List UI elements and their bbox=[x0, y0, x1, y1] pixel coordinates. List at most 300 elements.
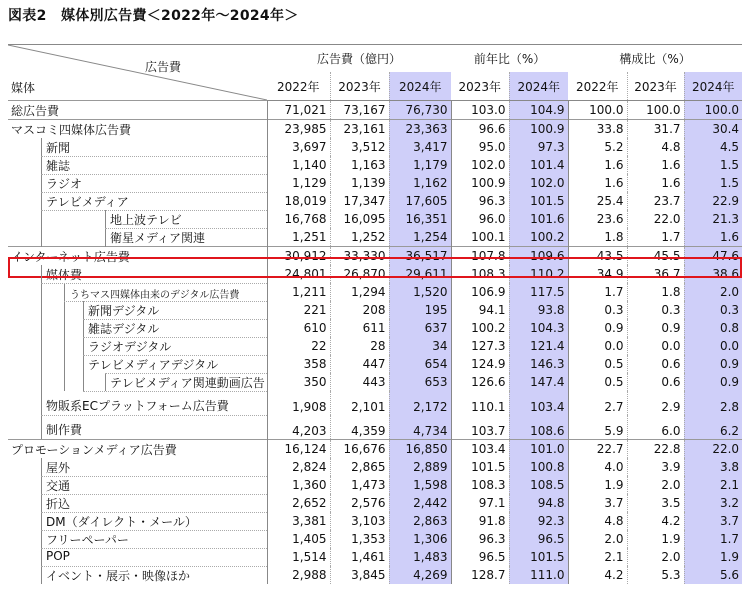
value-cell: 0.9 bbox=[684, 355, 742, 373]
table-row bbox=[8, 120, 742, 139]
value-cell: 16,676 bbox=[330, 439, 389, 458]
figure-title: 図表2 媒体別広告費＜2022年～2024年＞ bbox=[8, 8, 299, 24]
value-cell: 101.6 bbox=[509, 210, 568, 228]
row-label-cell bbox=[8, 192, 267, 210]
value-cell: 4.2 bbox=[627, 512, 684, 530]
tree-guide-dotted-line bbox=[41, 548, 267, 549]
table-row bbox=[8, 476, 742, 494]
value-cell: 1,140 bbox=[267, 156, 330, 174]
corner-label-media: 媒体 bbox=[11, 81, 36, 95]
value-cell: 92.3 bbox=[509, 512, 568, 530]
value-cell: 103.0 bbox=[451, 101, 509, 120]
value-cell: 1.7 bbox=[684, 530, 742, 548]
value-cell: 1,211 bbox=[267, 283, 330, 301]
row-label: 雑誌デジタル bbox=[88, 322, 160, 336]
value-cell: 1,162 bbox=[389, 174, 451, 192]
value-cell: 1.5 bbox=[684, 174, 742, 192]
row-label-cell bbox=[8, 210, 267, 228]
corner-label-ad-spend: 広告費 bbox=[144, 60, 181, 74]
value-cell: 97.3 bbox=[509, 138, 568, 156]
value-cell: 4,203 bbox=[267, 415, 330, 439]
tree-guide-dotted-line bbox=[83, 319, 267, 320]
value-cell: 100.9 bbox=[509, 120, 568, 139]
value-cell: 4.2 bbox=[568, 566, 627, 584]
value-cell: 96.5 bbox=[451, 548, 509, 566]
value-cell: 1.7 bbox=[627, 228, 684, 247]
value-cell: 1.6 bbox=[684, 228, 742, 247]
year-header: 2022年 bbox=[568, 72, 627, 101]
value-cell: 33.8 bbox=[568, 120, 627, 139]
value-cell: 2,172 bbox=[389, 391, 451, 415]
value-cell: 3.7 bbox=[568, 494, 627, 512]
value-cell: 96.3 bbox=[451, 530, 509, 548]
value-cell: 109.6 bbox=[509, 247, 568, 266]
row-label-cell bbox=[8, 301, 267, 319]
row-label-cell bbox=[8, 265, 267, 283]
table-row bbox=[8, 228, 742, 247]
tree-guide-dotted-line bbox=[64, 301, 267, 302]
value-cell: 16,095 bbox=[330, 210, 389, 228]
value-cell: 195 bbox=[389, 301, 451, 319]
value-cell: 23.7 bbox=[627, 192, 684, 210]
row-label: プロモーションメディア広告費 bbox=[11, 442, 177, 457]
value-cell: 23,985 bbox=[267, 120, 330, 139]
table-row bbox=[8, 458, 742, 476]
value-cell: 31.7 bbox=[627, 120, 684, 139]
value-cell: 1.6 bbox=[627, 174, 684, 192]
tree-guide-dotted-line bbox=[41, 210, 267, 211]
row-label-cell bbox=[8, 476, 267, 494]
value-cell: 16,850 bbox=[389, 439, 451, 458]
value-cell: 96.0 bbox=[451, 210, 509, 228]
value-cell: 2.0 bbox=[568, 530, 627, 548]
row-label-cell bbox=[8, 512, 267, 530]
value-cell: 2.0 bbox=[684, 283, 742, 301]
value-cell: 1.6 bbox=[568, 156, 627, 174]
table-row bbox=[8, 247, 742, 266]
value-cell: 637 bbox=[389, 319, 451, 337]
value-cell: 103.4 bbox=[451, 439, 509, 458]
group-header-spend: 広告費（億円） bbox=[267, 45, 451, 73]
header-row-groups bbox=[8, 45, 742, 73]
value-cell: 2,824 bbox=[267, 458, 330, 476]
row-label-cell bbox=[8, 120, 267, 139]
value-cell: 2.1 bbox=[684, 476, 742, 494]
row-label-cell bbox=[8, 101, 267, 120]
value-cell: 1,163 bbox=[330, 156, 389, 174]
value-cell: 4.8 bbox=[568, 512, 627, 530]
value-cell: 26,870 bbox=[330, 265, 389, 283]
value-cell: 2.0 bbox=[627, 548, 684, 566]
value-cell: 100.0 bbox=[568, 101, 627, 120]
value-cell: 2,652 bbox=[267, 494, 330, 512]
value-cell: 0.9 bbox=[568, 319, 627, 337]
row-label: 物販系ECプラットフォーム広告費 bbox=[46, 399, 229, 413]
value-cell: 2,576 bbox=[330, 494, 389, 512]
value-cell: 22 bbox=[267, 337, 330, 355]
tree-guide-dotted-line bbox=[41, 512, 267, 513]
value-cell: 611 bbox=[330, 319, 389, 337]
row-label: ラジオデジタル bbox=[88, 340, 172, 354]
row-label-cell bbox=[8, 373, 267, 391]
table-row bbox=[8, 174, 742, 192]
row-label: ラジオ bbox=[46, 177, 83, 191]
value-cell: 3,845 bbox=[330, 566, 389, 584]
value-cell: 0.8 bbox=[684, 319, 742, 337]
row-label-cell bbox=[8, 247, 267, 266]
value-cell: 100.8 bbox=[509, 458, 568, 476]
year-header: 2022年 bbox=[267, 72, 330, 101]
value-cell: 71,021 bbox=[267, 101, 330, 120]
value-cell: 0.6 bbox=[627, 355, 684, 373]
value-cell: 1,360 bbox=[267, 476, 330, 494]
value-cell: 1,179 bbox=[389, 156, 451, 174]
value-cell: 3.2 bbox=[684, 494, 742, 512]
value-cell: 16,124 bbox=[267, 439, 330, 458]
row-label-cell bbox=[8, 494, 267, 512]
tree-guide-dotted-line bbox=[41, 174, 267, 175]
table-row bbox=[8, 373, 742, 391]
value-cell: 2,442 bbox=[389, 494, 451, 512]
value-cell: 3.9 bbox=[627, 458, 684, 476]
year-header: 2023年 bbox=[451, 72, 509, 101]
value-cell: 1,353 bbox=[330, 530, 389, 548]
value-cell: 2,988 bbox=[267, 566, 330, 584]
value-cell: 110.2 bbox=[509, 265, 568, 283]
value-cell: 18,019 bbox=[267, 192, 330, 210]
value-cell: 16,768 bbox=[267, 210, 330, 228]
tree-guide-dotted-line bbox=[41, 494, 267, 495]
row-label: 衛星メディア関連 bbox=[110, 231, 206, 245]
value-cell: 1.9 bbox=[568, 476, 627, 494]
value-cell: 30.4 bbox=[684, 120, 742, 139]
value-cell: 100.1 bbox=[451, 228, 509, 247]
value-cell: 22.0 bbox=[684, 439, 742, 458]
value-cell: 117.5 bbox=[509, 283, 568, 301]
value-cell: 2,889 bbox=[389, 458, 451, 476]
row-label: 屋外 bbox=[46, 460, 71, 475]
value-cell: 29,611 bbox=[389, 265, 451, 283]
value-cell: 100.9 bbox=[451, 174, 509, 192]
value-cell: 1.5 bbox=[684, 156, 742, 174]
group-header-share: 構成比（%） bbox=[568, 45, 742, 73]
corner-diagonal bbox=[8, 45, 267, 100]
value-cell: 108.3 bbox=[451, 265, 509, 283]
row-label: POP bbox=[46, 548, 70, 563]
value-cell: 5.2 bbox=[568, 138, 627, 156]
tree-guide-dotted-line bbox=[83, 355, 267, 356]
value-cell: 30,912 bbox=[267, 247, 330, 266]
value-cell: 36,517 bbox=[389, 247, 451, 266]
value-cell: 3,697 bbox=[267, 138, 330, 156]
row-label-cell bbox=[8, 319, 267, 337]
row-label-cell bbox=[8, 138, 267, 156]
value-cell: 1,908 bbox=[267, 391, 330, 415]
value-cell: 73,167 bbox=[330, 101, 389, 120]
value-cell: 447 bbox=[330, 355, 389, 373]
header-corner bbox=[8, 45, 267, 101]
row-label-cell bbox=[8, 415, 267, 439]
value-cell: 94.1 bbox=[451, 301, 509, 319]
value-cell: 0.3 bbox=[627, 301, 684, 319]
tree-guide-dotted-line bbox=[41, 530, 267, 531]
value-cell: 6.2 bbox=[684, 415, 742, 439]
value-cell: 25.4 bbox=[568, 192, 627, 210]
table-row bbox=[8, 415, 742, 439]
row-label: DM（ダイレクト・メール） bbox=[46, 514, 197, 529]
value-cell: 1.7 bbox=[568, 283, 627, 301]
value-cell: 96.3 bbox=[451, 192, 509, 210]
value-cell: 103.4 bbox=[509, 391, 568, 415]
value-cell: 101.5 bbox=[509, 192, 568, 210]
value-cell: 0.9 bbox=[684, 373, 742, 391]
value-cell: 2,101 bbox=[330, 391, 389, 415]
table-row bbox=[8, 391, 742, 415]
value-cell: 2.9 bbox=[627, 391, 684, 415]
row-label-cell bbox=[8, 530, 267, 548]
value-cell: 23.6 bbox=[568, 210, 627, 228]
value-cell: 221 bbox=[267, 301, 330, 319]
table-row bbox=[8, 210, 742, 228]
value-cell: 0.0 bbox=[627, 337, 684, 355]
value-cell: 4,734 bbox=[389, 415, 451, 439]
value-cell: 110.1 bbox=[451, 391, 509, 415]
table-row bbox=[8, 301, 742, 319]
value-cell: 1,306 bbox=[389, 530, 451, 548]
value-cell: 47.6 bbox=[684, 247, 742, 266]
tree-guide-dotted-line bbox=[105, 373, 267, 374]
value-cell: 358 bbox=[267, 355, 330, 373]
tree-guide-dotted-line bbox=[41, 415, 267, 416]
value-cell: 4.0 bbox=[568, 458, 627, 476]
row-label-cell bbox=[8, 156, 267, 174]
table-row bbox=[8, 494, 742, 512]
value-cell: 1,483 bbox=[389, 548, 451, 566]
row-label: テレビメディア bbox=[46, 195, 129, 209]
value-cell: 2,863 bbox=[389, 512, 451, 530]
value-cell: 146.3 bbox=[509, 355, 568, 373]
value-cell: 0.3 bbox=[568, 301, 627, 319]
row-label-cell bbox=[8, 355, 267, 373]
table-row bbox=[8, 355, 742, 373]
value-cell: 1,139 bbox=[330, 174, 389, 192]
value-cell: 100.2 bbox=[451, 319, 509, 337]
tree-guide-dotted-line bbox=[41, 156, 267, 157]
row-label-cell bbox=[8, 548, 267, 566]
value-cell: 653 bbox=[389, 373, 451, 391]
value-cell: 22.9 bbox=[684, 192, 742, 210]
table-row bbox=[8, 265, 742, 283]
value-cell: 0.0 bbox=[684, 337, 742, 355]
value-cell: 94.8 bbox=[509, 494, 568, 512]
value-cell: 1,251 bbox=[267, 228, 330, 247]
row-label: テレビメディア関連動画広告 bbox=[110, 376, 265, 390]
value-cell: 106.9 bbox=[451, 283, 509, 301]
value-cell: 17,347 bbox=[330, 192, 389, 210]
table-row bbox=[8, 156, 742, 174]
row-label: 折込 bbox=[46, 496, 71, 511]
row-label-cell bbox=[8, 283, 267, 301]
value-cell: 1.9 bbox=[627, 530, 684, 548]
value-cell: 3.8 bbox=[684, 458, 742, 476]
value-cell: 124.9 bbox=[451, 355, 509, 373]
value-cell: 3.7 bbox=[684, 512, 742, 530]
value-cell: 2.7 bbox=[568, 391, 627, 415]
value-cell: 1,252 bbox=[330, 228, 389, 247]
year-header: 2023年 bbox=[330, 72, 389, 101]
value-cell: 104.9 bbox=[509, 101, 568, 120]
value-cell: 108.5 bbox=[509, 476, 568, 494]
value-cell: 34 bbox=[389, 337, 451, 355]
value-cell: 96.5 bbox=[509, 530, 568, 548]
row-label-cell bbox=[8, 174, 267, 192]
row-label-cell bbox=[8, 439, 267, 458]
row-label-cell bbox=[8, 337, 267, 355]
value-cell: 121.4 bbox=[509, 337, 568, 355]
value-cell: 22.0 bbox=[627, 210, 684, 228]
media-ad-spend-table bbox=[8, 44, 742, 584]
value-cell: 17,605 bbox=[389, 192, 451, 210]
value-cell: 3,417 bbox=[389, 138, 451, 156]
value-cell: 2.1 bbox=[568, 548, 627, 566]
value-cell: 0.0 bbox=[568, 337, 627, 355]
value-cell: 2.0 bbox=[627, 476, 684, 494]
value-cell: 16,351 bbox=[389, 210, 451, 228]
tree-guide-dotted-line bbox=[83, 391, 267, 392]
table-row bbox=[8, 192, 742, 210]
year-header: 2023年 bbox=[627, 72, 684, 101]
value-cell: 1,129 bbox=[267, 174, 330, 192]
value-cell: 126.6 bbox=[451, 373, 509, 391]
row-label: 新聞 bbox=[46, 141, 71, 155]
row-label: インターネット広告費 bbox=[11, 250, 130, 264]
table-row bbox=[8, 319, 742, 337]
tree-guide-dotted-line bbox=[105, 228, 267, 229]
year-header: 2024年 bbox=[684, 72, 742, 101]
table-row bbox=[8, 548, 742, 566]
value-cell: 1,254 bbox=[389, 228, 451, 247]
value-cell: 6.0 bbox=[627, 415, 684, 439]
value-cell: 0.9 bbox=[627, 319, 684, 337]
value-cell: 128.7 bbox=[451, 566, 509, 584]
table-row bbox=[8, 566, 742, 584]
tree-guide-line bbox=[83, 301, 84, 391]
value-cell: 101.0 bbox=[509, 439, 568, 458]
value-cell: 654 bbox=[389, 355, 451, 373]
row-label: テレビメディアデジタル bbox=[88, 358, 219, 372]
value-cell: 610 bbox=[267, 319, 330, 337]
value-cell: 127.3 bbox=[451, 337, 509, 355]
value-cell: 43.5 bbox=[568, 247, 627, 266]
value-cell: 0.6 bbox=[627, 373, 684, 391]
table-row bbox=[8, 337, 742, 355]
value-cell: 100.0 bbox=[684, 101, 742, 120]
tree-guide-line bbox=[41, 265, 42, 439]
value-cell: 33,330 bbox=[330, 247, 389, 266]
value-cell: 97.1 bbox=[451, 494, 509, 512]
value-cell: 102.0 bbox=[451, 156, 509, 174]
value-cell: 4,359 bbox=[330, 415, 389, 439]
value-cell: 103.7 bbox=[451, 415, 509, 439]
table-row bbox=[8, 138, 742, 156]
value-cell: 107.8 bbox=[451, 247, 509, 266]
value-cell: 24,801 bbox=[267, 265, 330, 283]
value-cell: 1.8 bbox=[568, 228, 627, 247]
tree-guide-dotted-line bbox=[83, 337, 267, 338]
tree-guide-dotted-line bbox=[41, 476, 267, 477]
value-cell: 95.0 bbox=[451, 138, 509, 156]
row-label-cell bbox=[8, 228, 267, 247]
row-label: 制作費 bbox=[46, 423, 83, 437]
value-cell: 2.8 bbox=[684, 391, 742, 415]
value-cell: 0.3 bbox=[684, 301, 742, 319]
value-cell: 23,363 bbox=[389, 120, 451, 139]
value-cell: 350 bbox=[267, 373, 330, 391]
value-cell: 1,461 bbox=[330, 548, 389, 566]
row-label-cell bbox=[8, 458, 267, 476]
value-cell: 111.0 bbox=[509, 566, 568, 584]
row-label: 媒体費 bbox=[46, 268, 83, 282]
value-cell: 1,598 bbox=[389, 476, 451, 494]
tree-guide-dotted-line bbox=[41, 566, 267, 567]
value-cell: 1.6 bbox=[568, 174, 627, 192]
value-cell: 147.4 bbox=[509, 373, 568, 391]
table-row bbox=[8, 101, 742, 120]
table-row bbox=[8, 439, 742, 458]
value-cell: 108.3 bbox=[451, 476, 509, 494]
value-cell: 91.8 bbox=[451, 512, 509, 530]
value-cell: 76,730 bbox=[389, 101, 451, 120]
value-cell: 4,269 bbox=[389, 566, 451, 584]
row-label: マスコミ四媒体広告費 bbox=[11, 123, 132, 137]
row-label: 交通 bbox=[46, 478, 71, 493]
value-cell: 36.7 bbox=[627, 265, 684, 283]
value-cell: 3,103 bbox=[330, 512, 389, 530]
value-cell: 208 bbox=[330, 301, 389, 319]
table-row bbox=[8, 512, 742, 530]
row-label: 地上波テレビ bbox=[110, 213, 182, 227]
value-cell: 101.5 bbox=[451, 458, 509, 476]
tree-guide-line bbox=[105, 373, 106, 391]
value-cell: 93.8 bbox=[509, 301, 568, 319]
value-cell: 1.9 bbox=[684, 548, 742, 566]
value-cell: 443 bbox=[330, 373, 389, 391]
value-cell: 1,473 bbox=[330, 476, 389, 494]
value-cell: 5.9 bbox=[568, 415, 627, 439]
row-label: 新聞デジタル bbox=[88, 304, 160, 318]
row-label: 雑誌 bbox=[46, 159, 71, 173]
value-cell: 3,381 bbox=[267, 512, 330, 530]
value-cell: 0.5 bbox=[568, 355, 627, 373]
row-label: 総広告費 bbox=[11, 104, 60, 118]
value-cell: 100.0 bbox=[627, 101, 684, 120]
value-cell: 0.5 bbox=[568, 373, 627, 391]
value-cell: 45.5 bbox=[627, 247, 684, 266]
value-cell: 5.3 bbox=[627, 566, 684, 584]
tree-guide-line bbox=[64, 283, 65, 391]
value-cell: 23,161 bbox=[330, 120, 389, 139]
value-cell: 4.8 bbox=[627, 138, 684, 156]
value-cell: 1,294 bbox=[330, 283, 389, 301]
group-header-yoy: 前年比（%） bbox=[451, 45, 568, 73]
tree-guide-dotted-line bbox=[41, 192, 267, 193]
value-cell: 1.6 bbox=[627, 156, 684, 174]
row-label-cell bbox=[8, 566, 267, 584]
year-header: 2024年 bbox=[509, 72, 568, 101]
value-cell: 108.6 bbox=[509, 415, 568, 439]
value-cell: 1.8 bbox=[627, 283, 684, 301]
value-cell: 101.5 bbox=[509, 548, 568, 566]
